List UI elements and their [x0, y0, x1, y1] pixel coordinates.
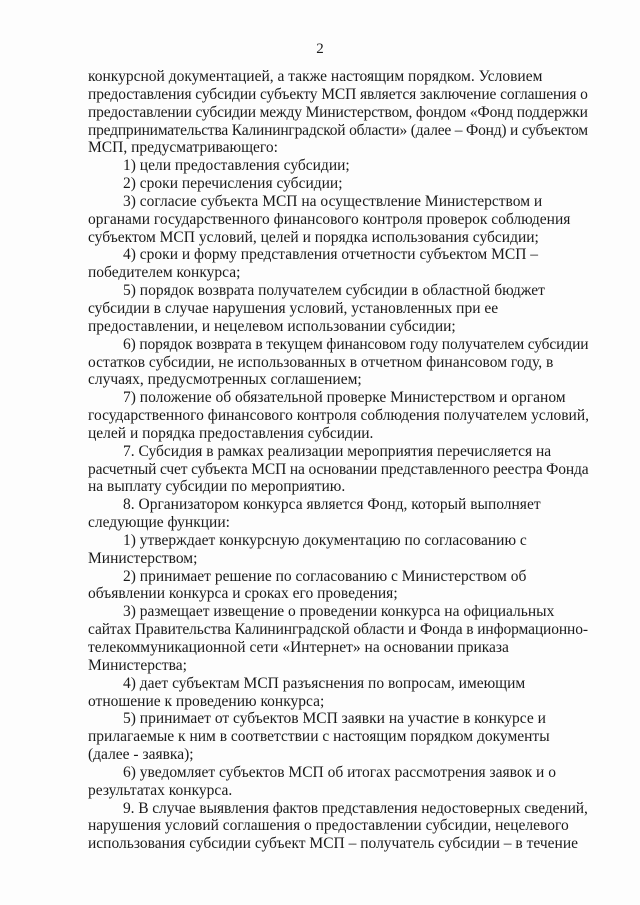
- text-line: на выплату субсидии по мероприятию.: [88, 478, 346, 496]
- text-line: (далее - заявка);: [88, 746, 194, 764]
- text-line: 1) цели предоставления субсидии;: [123, 157, 350, 175]
- text-line: 8. Организатором конкурса является Фонд, который выполняет: [123, 496, 541, 514]
- text-line: 2) принимает решение по согласованию с Министерством об: [123, 567, 527, 585]
- document-body: [88, 68, 588, 853]
- text-line: расчетный счет субъекта МСП на основании представленного реестра Фонда: [88, 460, 589, 478]
- text-line: 5) порядок возврата получателем субсидии в областной бюджет: [123, 282, 545, 300]
- text-line: 6) порядок возврата в текущем финансовом году получателем субсидии: [123, 335, 589, 353]
- text-line: государственного финансового контроля соблюдения получателем условий,: [88, 407, 590, 425]
- text-line: 5) принимает от субъектов МСП заявки на участие в конкурсе и: [123, 710, 546, 728]
- text-line: Министерством;: [88, 549, 198, 567]
- text-line: 7. Субсидия в рамках реализации мероприятия перечисляется на: [123, 442, 552, 460]
- text-line: следующие функции:: [88, 514, 230, 532]
- text-line: победителем конкурса;: [88, 264, 241, 282]
- text-line: 2) сроки перечисления субсидии;: [123, 175, 343, 193]
- text-line: использования субсидии субъект МСП – получатель субсидии – в течение: [88, 835, 579, 853]
- text-line: конкурсной документацией, а также настоящим порядком. Условием: [88, 68, 543, 85]
- text-line: предоставления субсидии субъекту МСП является заключение соглашения о: [88, 85, 588, 103]
- text-line: 4) дает субъектам МСП разъяснения по вопросам, имеющим: [123, 674, 526, 692]
- text-line: отношение к проведению конкурса;: [88, 692, 325, 710]
- text-line: случаях, предусмотренных соглашением;: [88, 371, 362, 389]
- text-line: предпринимательства Калининградской области» (далее – Фонд) и субъектом: [88, 121, 588, 139]
- text-line: предоставлении субсидии между Министерством, фондом «Фонд поддержки: [88, 103, 588, 121]
- text-line: 1) утверждает конкурсную документацию по согласованию с: [123, 531, 527, 549]
- page-number: 2: [316, 41, 324, 57]
- text-line: 6) уведомляет субъектов МСП об итогах рассмотрения заявок и о: [123, 763, 556, 781]
- text-line: остатков субсидии, не использованных в отчетном финансовом году, в: [88, 353, 554, 371]
- text-line: предоставлении, и нецелевом использовании субсидии;: [88, 317, 456, 335]
- text-line: 3) согласие субъекта МСП на осуществление Министерством и: [123, 192, 543, 210]
- text-line: 3) размещает извещение о проведении конкурса на официальных: [123, 603, 555, 621]
- text-line: сайтах Правительства Калининградской области и Фонда в информационно-: [88, 621, 588, 639]
- text-line: органами государственного финансового контроля проверок соблюдения: [88, 210, 571, 228]
- text-line: нарушения условий соглашения о предоставлении субсидии, нецелевого: [88, 817, 569, 835]
- text-line: прилагаемые к ним в соответствии с настоящим порядком документы: [88, 728, 550, 746]
- text-line: телекоммуникационной сети «Интернет» на основании приказа: [88, 639, 509, 656]
- text-line: целей и порядка предоставления субсидии.: [88, 424, 374, 442]
- text-line: 9. В случае выявления фактов представления недостоверных сведений,: [123, 799, 588, 817]
- text-line: 7) положение об обязательной проверке Министерством и органом: [123, 389, 566, 407]
- text-line: субъектом МСП условий, целей и порядка использования субсидии;: [88, 228, 539, 246]
- text-line: результатах конкурса.: [88, 781, 233, 799]
- text-line: Министерства;: [88, 656, 187, 674]
- text-line: МСП, предусматривающего:: [88, 139, 278, 157]
- text-line: субсидии в случае нарушения условий, установленных при ее: [88, 299, 499, 317]
- text-line: 4) сроки и форму представления отчетности субъектом МСП –: [123, 246, 539, 264]
- text-line: объявлении конкурса и сроках его проведения;: [88, 585, 398, 603]
